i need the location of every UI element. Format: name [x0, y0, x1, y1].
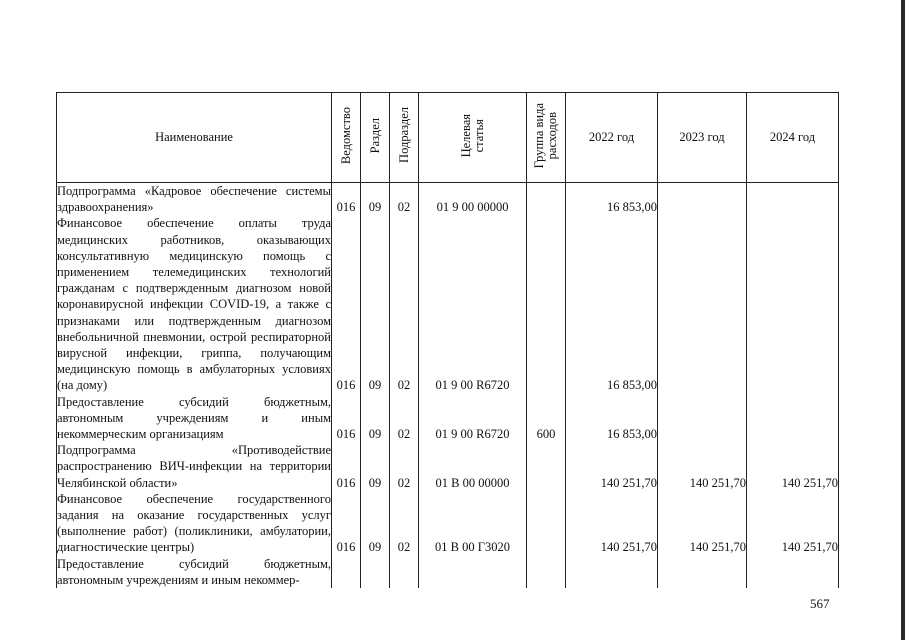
row-2022: 16 853,00 [566, 215, 658, 393]
header-name: Наименование [57, 93, 332, 183]
row-2023 [658, 215, 747, 393]
row-gruppa: 600 [527, 394, 566, 443]
row-2024 [747, 394, 839, 443]
row-gruppa [527, 491, 566, 556]
row-name: Подпрограмма «Кадровое обеспечение системы здравоохранения» [57, 184, 331, 215]
row-2024 [747, 556, 839, 588]
row-2023: 140 251,70 [658, 442, 747, 491]
row-celevaya: 01 В 00 Г3020 [419, 491, 527, 556]
row-name: Финансовое обеспечение государственного задания на оказание государственных услуг (выполнение работ) (поликлиники, амбулатории, диагностические центры) [57, 491, 331, 555]
row-podrazdel: 02 [390, 491, 419, 556]
row-2023: 140 251,70 [658, 491, 747, 556]
budget-table [56, 92, 839, 588]
row-2023 [658, 394, 747, 443]
row-podrazdel: 02 [390, 394, 419, 443]
row-podrazdel: 02 [390, 215, 419, 393]
row-podrazdel [390, 556, 419, 588]
row-celevaya: 01 9 00 00000 [419, 183, 527, 216]
header-vedomstvo: Ведомство [332, 93, 361, 183]
table-row [57, 491, 839, 556]
row-2022 [566, 556, 658, 588]
row-gruppa [527, 442, 566, 491]
row-2024 [747, 183, 839, 216]
row-2023 [658, 183, 747, 216]
row-razdel: 09 [361, 442, 390, 491]
table-row [57, 183, 839, 216]
header-2022: 2022 год [566, 93, 658, 183]
row-name: Финансовое обеспечение оплаты труда медицинских работников, оказывающих консультативную медицинскую помощь с применением телемедицинских технологий гражданам с подтвержденным диагнозом новой коронавирусной инфекции COVID-19, а также с признаками или подтвержденным диагнозом внебольничной пневмонии, острой респираторной вирусной инфекции, гриппа, получающим медицинскую помощь в амбулаторных условиях (на дому) [57, 216, 331, 393]
row-vedomstvo: 016 [332, 183, 361, 216]
row-podrazdel: 02 [390, 183, 419, 216]
row-name: Подпрограмма «Противодействие распространению ВИЧ-инфекции на территории Челябинской области» [57, 443, 331, 490]
row-vedomstvo: 016 [332, 394, 361, 443]
page-number: 567 [810, 596, 830, 611]
header-celevaya: Целевая статья [419, 93, 527, 183]
row-name: Предоставление субсидий бюджетным, автономным учреждениям и иным некоммер- [57, 556, 331, 587]
row-2022: 140 251,70 [566, 491, 658, 556]
row-vedomstvo: 016 [332, 442, 361, 491]
table-row [57, 556, 839, 588]
row-2024: 140 251,70 [747, 491, 839, 556]
row-razdel: 09 [361, 394, 390, 443]
row-name: Предоставление субсидий бюджетным, автономным учреждениям и иным некоммерческим организациям [57, 394, 331, 442]
header-2023: 2023 год [658, 93, 747, 183]
header-2024: 2024 год [747, 93, 839, 183]
table-row [57, 442, 839, 491]
row-gruppa [527, 556, 566, 588]
table-row [57, 394, 839, 443]
row-2022: 16 853,00 [566, 394, 658, 443]
header-podrazdel: Подраздел [390, 93, 419, 183]
table-row [57, 215, 839, 393]
row-gruppa [527, 215, 566, 393]
row-podrazdel: 02 [390, 442, 419, 491]
row-2022: 16 853,00 [566, 183, 658, 216]
row-vedomstvo: 016 [332, 491, 361, 556]
row-celevaya: 01 В 00 00000 [419, 442, 527, 491]
row-2022: 140 251,70 [566, 442, 658, 491]
row-2023 [658, 556, 747, 588]
row-celevaya [419, 556, 527, 588]
table-header-row [57, 93, 839, 183]
row-razdel [361, 556, 390, 588]
row-vedomstvo: 016 [332, 215, 361, 393]
row-2024: 140 251,70 [747, 442, 839, 491]
row-celevaya: 01 9 00 R6720 [419, 394, 527, 443]
header-razdel: Раздел [361, 93, 390, 183]
row-razdel: 09 [361, 215, 390, 393]
row-2024 [747, 215, 839, 393]
row-gruppa [527, 183, 566, 216]
row-razdel: 09 [361, 491, 390, 556]
row-celevaya: 01 9 00 R6720 [419, 215, 527, 393]
header-gruppa: Группа вида расходов [527, 93, 566, 183]
row-razdel: 09 [361, 183, 390, 216]
scan-edge [901, 0, 905, 640]
row-vedomstvo [332, 556, 361, 588]
